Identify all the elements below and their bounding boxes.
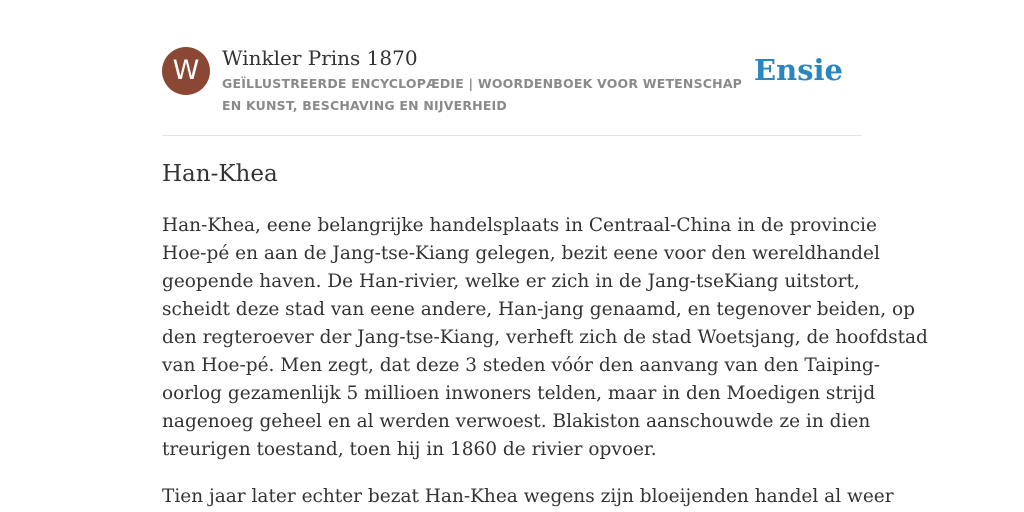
paragraph-gap	[162, 464, 862, 483]
paragraph-2-line: Tien jaar later echter bezat Han-Khea wegens zijn bloeijenden handel al weer	[162, 486, 894, 507]
paragraph-1-line: geopende haven. De Han-rivier, welke er zich in de Jang-tseKiang uitstort,	[162, 271, 860, 292]
paragraph-1-line: oorlog gezamenlijk 5 millioen inwoners telden, maar in den Moedigen strijd	[162, 383, 876, 404]
source-subtitle: GEÏLLUSTREERDE ENCYCLOPÆDIE | WOORDENBOEK VOOR WETENSCHAP EN KUNST, BESCHAVING EN NIJVERHEID	[222, 76, 743, 113]
page-title: Han-Khea	[162, 161, 278, 187]
paragraph-1-line: treurigen toestand, toen hij in 1860 de rivier opvoer.	[162, 439, 657, 460]
ensie-logo[interactable]: Ensie	[754, 53, 843, 87]
paragraph-1-line: scheidt deze stad van eene andere, Han-jang genaamd, en tegenover beiden, op	[162, 299, 915, 320]
paragraph-1-line: den regteroever der Jang-tse-Kiang, verheft zich de stad Woetsjang, de hoofdstad	[162, 327, 928, 348]
entry-body	[162, 212, 928, 511]
header-divider	[162, 135, 862, 136]
paragraph-1-line: nagenoeg geheel en al werden verwoest. Blakiston aanschouwde ze in dien	[162, 411, 871, 432]
paragraph-1-line: van Hoe-pé. Men zegt, dat deze 3 steden vóór den aanvang van den Taiping-	[162, 355, 880, 376]
source-title[interactable]: Winkler Prins 1870	[222, 46, 418, 70]
paragraph-1-line: Han-Khea, eene belangrijke handelsplaats in Centraal-China in de provincie	[162, 215, 877, 236]
header	[162, 44, 862, 136]
paragraph-1-line: Hoe-pé en aan de Jang-tse-Kiang gelegen, bezit eene voor den wereldhandel	[162, 243, 880, 264]
avatar[interactable]: W	[162, 47, 210, 95]
